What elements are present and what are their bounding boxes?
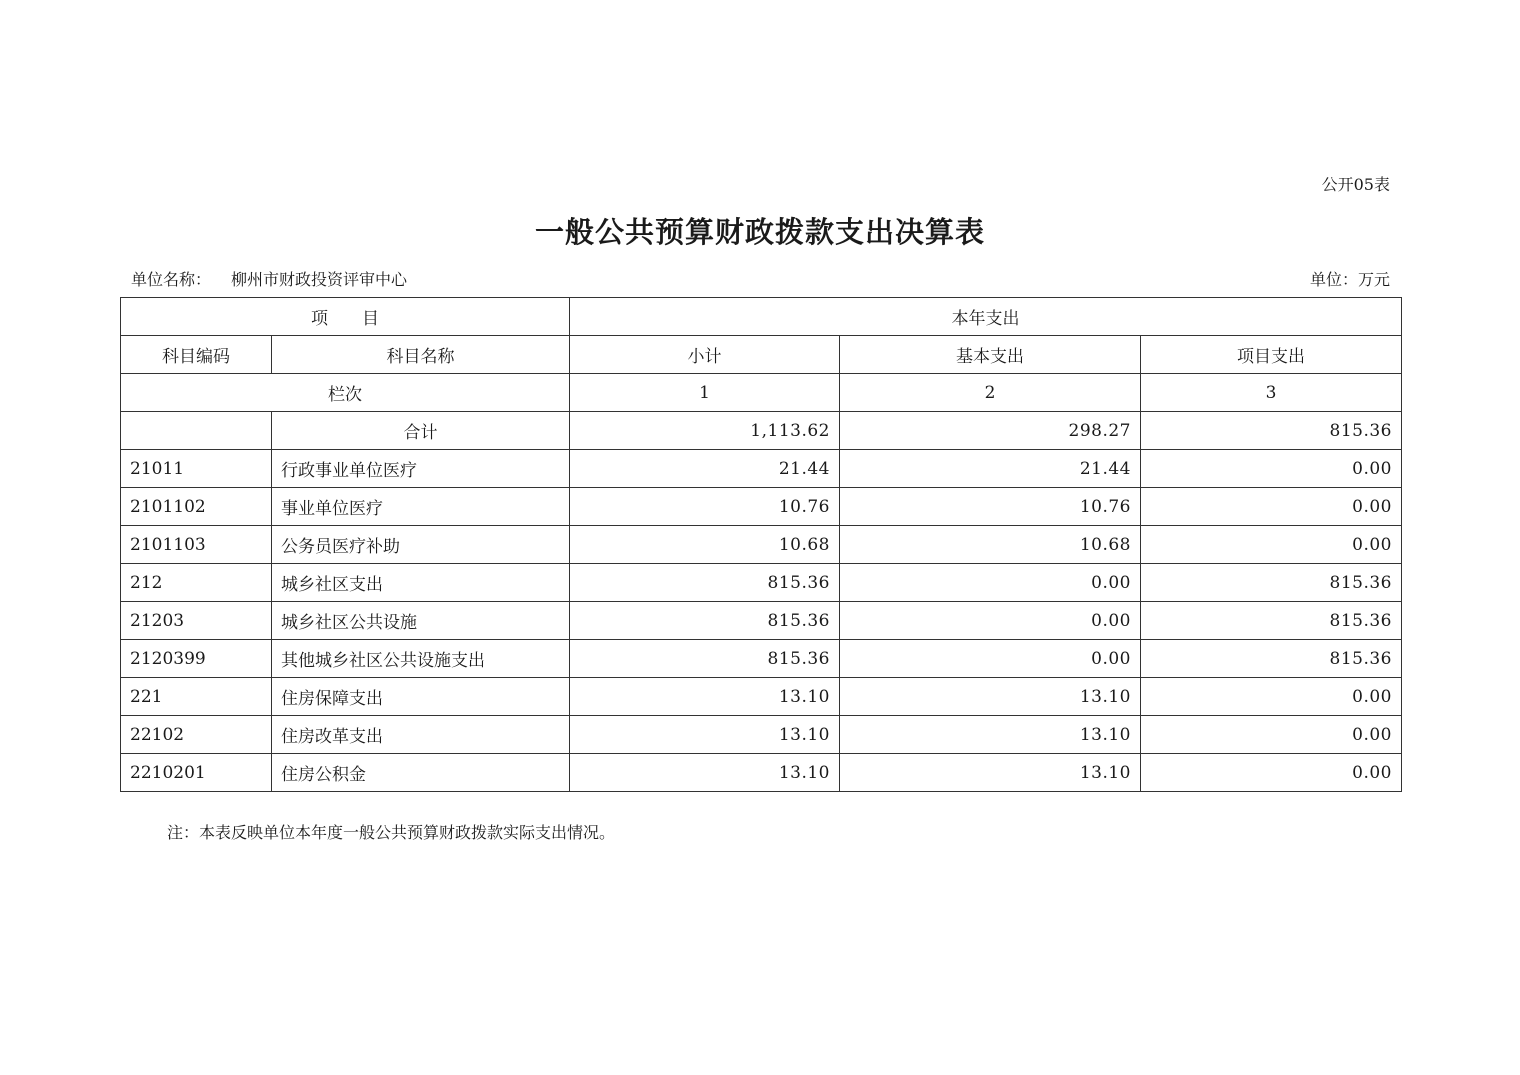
row-name: 住房保障支出 <box>272 678 570 716</box>
row-subtotal: 815.36 <box>570 602 840 640</box>
row-name: 事业单位医疗 <box>272 488 570 526</box>
unit-name: 柳州市财政投资评审中心 <box>231 270 408 289</box>
total-subtotal: 1,113.62 <box>570 412 840 450</box>
row-subtotal: 10.68 <box>570 526 840 564</box>
row-subtotal: 815.36 <box>570 640 840 678</box>
row-name: 其他城乡社区公共设施支出 <box>272 640 570 678</box>
table-row <box>121 450 1402 488</box>
total-basic: 298.27 <box>840 412 1141 450</box>
document-title: 一般公共预算财政拨款支出决算表 <box>534 215 985 249</box>
total-label: 合计 <box>272 412 570 450</box>
header-row-1 <box>121 298 1402 336</box>
row-basic: 13.10 <box>840 754 1141 792</box>
column-number-3: 3 <box>1141 374 1402 412</box>
row-basic: 10.76 <box>840 488 1141 526</box>
row-name: 住房改革支出 <box>272 716 570 754</box>
table-note: 注：本表反映单位本年度一般公共预算财政拨款实际支出情况。 <box>167 823 616 842</box>
row-basic: 13.10 <box>840 678 1141 716</box>
total-project: 815.36 <box>1141 412 1402 450</box>
row-basic: 21.44 <box>840 450 1141 488</box>
row-basic: 0.00 <box>840 640 1141 678</box>
header-current-year: 本年支出 <box>570 298 1402 336</box>
row-basic: 0.00 <box>840 564 1141 602</box>
row-basic: 0.00 <box>840 602 1141 640</box>
row-subtotal: 13.10 <box>570 678 840 716</box>
header-row-2 <box>121 336 1402 374</box>
table-row <box>121 602 1402 640</box>
row-code: 221 <box>121 678 272 716</box>
row-name: 行政事业单位医疗 <box>272 450 570 488</box>
column-number-2: 2 <box>840 374 1141 412</box>
row-name: 城乡社区支出 <box>272 564 570 602</box>
row-project: 815.36 <box>1141 564 1402 602</box>
row-project: 0.00 <box>1141 488 1402 526</box>
form-number: 公开05表 <box>1321 175 1390 194</box>
row-basic: 10.68 <box>840 526 1141 564</box>
column-number-label: 栏次 <box>121 374 570 412</box>
table-row <box>121 678 1402 716</box>
table-row <box>121 564 1402 602</box>
total-code-cell <box>121 412 272 450</box>
column-number-1: 1 <box>570 374 840 412</box>
header-name: 科目名称 <box>272 336 570 374</box>
table-row <box>121 640 1402 678</box>
row-code: 2210201 <box>121 754 272 792</box>
table-row <box>121 526 1402 564</box>
header-item: 项 目 <box>121 298 570 336</box>
header-code: 科目编码 <box>121 336 272 374</box>
expenditure-table <box>120 297 1402 792</box>
row-code: 2101102 <box>121 488 272 526</box>
table-row <box>121 488 1402 526</box>
row-name: 公务员医疗补助 <box>272 526 570 564</box>
table-row <box>121 716 1402 754</box>
row-project: 815.36 <box>1141 602 1402 640</box>
row-code: 22102 <box>121 716 272 754</box>
total-row <box>121 412 1402 450</box>
header-subtotal: 小计 <box>570 336 840 374</box>
row-code: 21011 <box>121 450 272 488</box>
header-project: 项目支出 <box>1141 336 1402 374</box>
row-basic: 13.10 <box>840 716 1141 754</box>
row-name: 住房公积金 <box>272 754 570 792</box>
row-subtotal: 21.44 <box>570 450 840 488</box>
row-code: 212 <box>121 564 272 602</box>
row-project: 815.36 <box>1141 640 1402 678</box>
currency-unit: 单位：万元 <box>1309 270 1390 289</box>
row-subtotal: 13.10 <box>570 754 840 792</box>
row-name: 城乡社区公共设施 <box>272 602 570 640</box>
table-row <box>121 754 1402 792</box>
row-subtotal: 815.36 <box>570 564 840 602</box>
row-code: 2120399 <box>121 640 272 678</box>
row-project: 0.00 <box>1141 716 1402 754</box>
header-basic: 基本支出 <box>840 336 1141 374</box>
row-project: 0.00 <box>1141 450 1402 488</box>
row-project: 0.00 <box>1141 678 1402 716</box>
row-code: 21203 <box>121 602 272 640</box>
column-number-row <box>121 374 1402 412</box>
row-subtotal: 10.76 <box>570 488 840 526</box>
row-code: 2101103 <box>121 526 272 564</box>
unit-name-label: 单位名称： <box>131 270 212 289</box>
row-project: 0.00 <box>1141 526 1402 564</box>
row-subtotal: 13.10 <box>570 716 840 754</box>
row-project: 0.00 <box>1141 754 1402 792</box>
unit-name-line <box>131 267 407 290</box>
